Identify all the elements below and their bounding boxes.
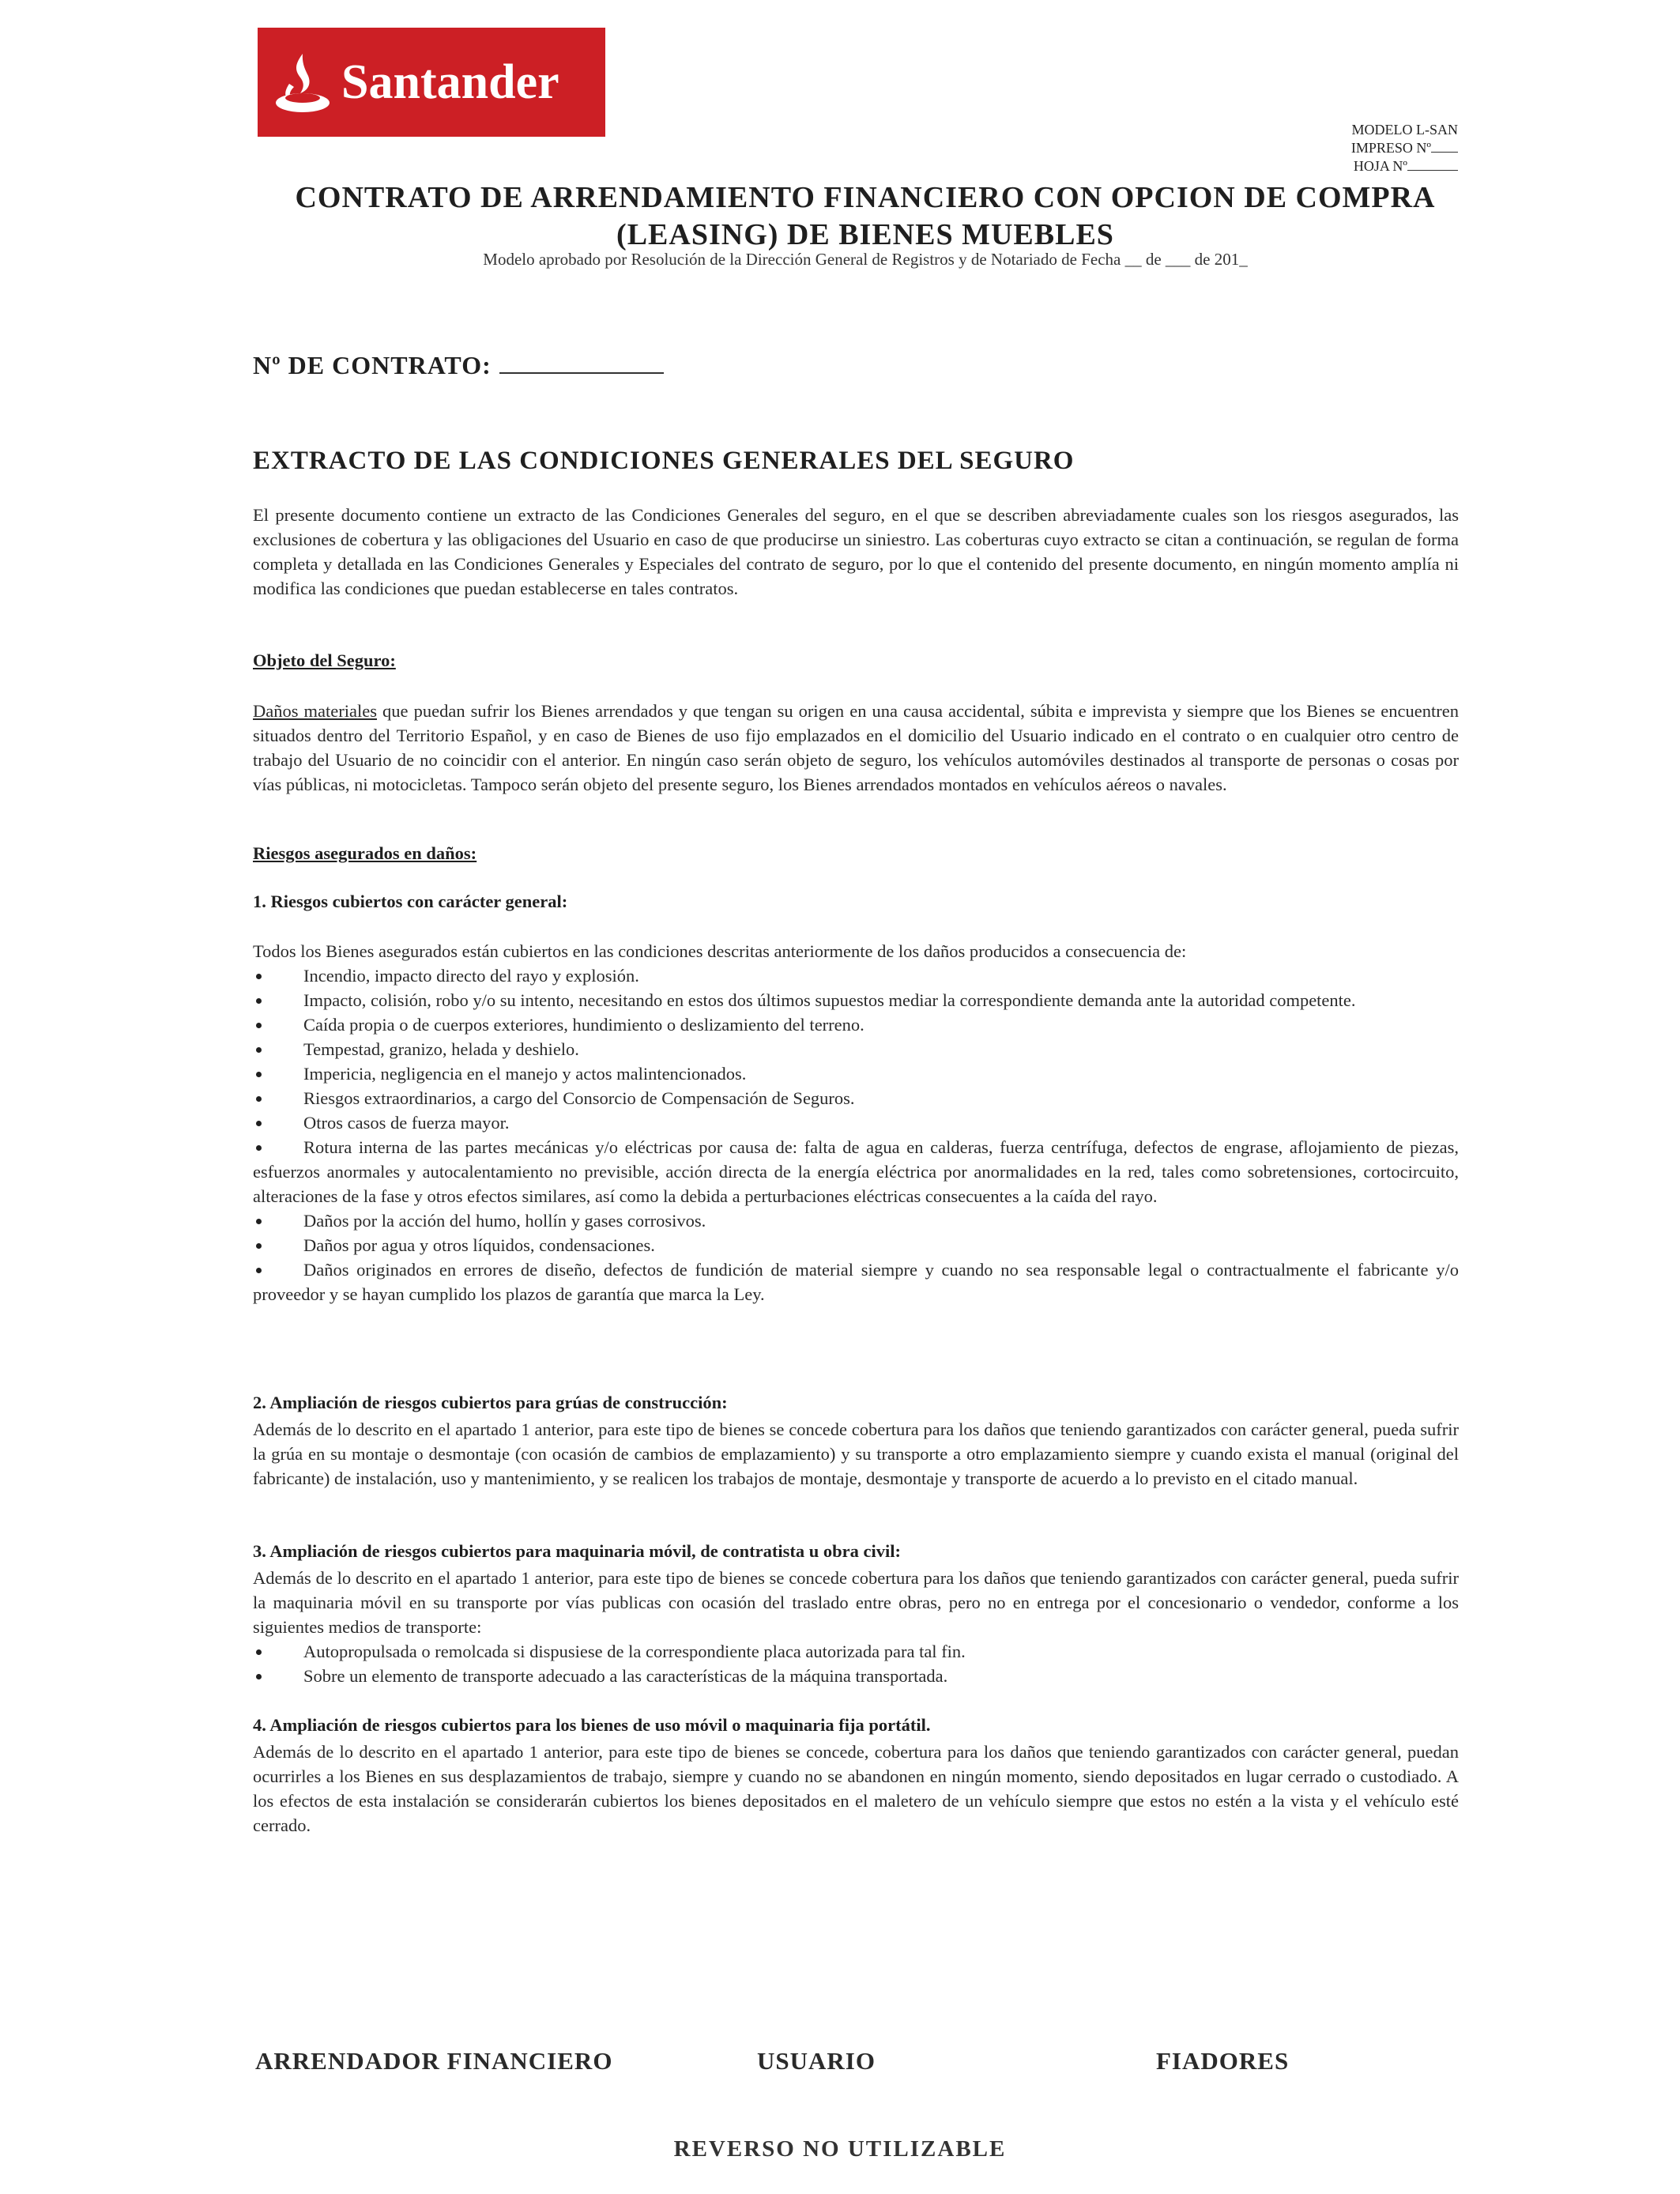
bullet-icon [256,1243,262,1249]
riesgos-heading: Riesgos asegurados en daños: [253,843,477,863]
section-1-intro: Todos los Bienes asegurados están cubiertos en las condiciones descritas anteriormente de los daños producidos a consecuencia de: [253,941,1187,961]
list-item: Riesgos extraordinarios, a cargo del Consorcio de Compensación de Seguros. [253,1086,1459,1110]
section-3-body [253,1566,1459,1688]
contract-number-blank [499,352,664,374]
list-item: Caída propia o de cuerpos exteriores, hundimiento o deslizamiento del terreno. [253,1012,1459,1037]
bullet-icon [256,1268,262,1273]
bullet-icon [256,1145,262,1151]
bullet-icon [256,1047,262,1053]
sheet-number-label: HOJA Nº [1353,158,1407,174]
section-3-heading: 3. Ampliación de riesgos cubiertos para maquinaria móvil, de contratista u obra civil: [253,1541,901,1561]
santander-logo [258,28,605,137]
section-4-heading: 4. Ampliación de riesgos cubiertos para los bienes de uso móvil o maquinaria fija portátil. [253,1715,931,1735]
bullet-icon [256,1096,262,1102]
bullet-icon [256,974,262,979]
section-title: EXTRACTO DE LAS CONDICIONES GENERALES DEL SEGURO [253,447,1075,475]
list-item: Daños por agua y otros líquidos, condensaciones. [253,1233,1459,1257]
list-item: Impericia, negligencia en el manejo y actos malintencionados. [253,1061,1459,1086]
title-line-2: (LEASING) DE BIENES MUEBLES [616,218,1114,251]
signature-arrendador: ARRENDADOR FINANCIERO [255,2047,613,2075]
objeto-heading: Objeto del Seguro: [253,650,396,670]
bullet-icon [256,998,262,1004]
list-item: Rotura interna de las partes mecánicas y/o eléctricas por causa de: falta de agua en calderas, fuerza centrífuga, defectos de engrase, aflojamiento de piezas, esfuerzos anormales y autocalentamiento no previsible, acción directa de la energía eléctrica por anormalidades en la red, tales como sobretensiones, cortocircuito, alteraciones de la fase y otros efectos similares, así como la debida a perturbaciones eléctricas consecuentes a la caída del rayo. [253,1137,1459,1206]
title-line-1: CONTRATO DE ARRENDAMIENTO FINANCIERO CON OPCION DE COMPRA [295,181,1436,214]
bullet-icon [256,1219,262,1224]
printed-number-label: IMPRESO Nº [1350,140,1431,156]
flame-icon [272,51,333,114]
model-reference [1328,121,1458,175]
list-item: Otros casos de fuerza mayor. [253,1110,1459,1135]
document-title [261,179,1470,254]
brand-name: Santander [341,55,559,109]
intro-paragraph: El presente documento contiene un extracto de las Condiciones Generales del seguro, en el que se describen abreviadamente cuales son los riesgos asegurados, las exclusiones de cobertura y las obligaciones del Usuario en caso de que producirse un siniestro. Las coberturas cuyo extracto se citan a continuación, se regulan de forma completa y detallada en las Condiciones Generales y Especiales del contrato de seguro, por lo que el contenido del presente documento, en ningún momento amplía ni modifica las condiciones que puedan establecerse en tales contratos. [253,505,1459,598]
bullet-icon [256,1121,262,1126]
sheet-number-blank [1407,157,1458,171]
list-item: Autopropulsada o remolcada si dispusiese de la correspondiente placa autorizada para tal fin. [253,1639,1459,1664]
list-item: Tempestad, granizo, helada y deshielo. [253,1037,1459,1061]
list-item: Daños por la acción del humo, hollín y gases corrosivos. [253,1208,1459,1233]
bullet-icon [256,1649,262,1655]
objeto-paragraph [253,699,1459,797]
section-3-paragraph: Además de lo descrito en el apartado 1 anterior, para este tipo de bienes se concede cobertura para los daños que teniendo garantizados con carácter general, pueda sufrir la maquinaria móvil en su transporte por vías publicas con ocasión del traslado entre obras, pero no en entrega por el concesionario o vendedor, conforme a los siguientes medios de transporte: [253,1568,1459,1637]
list-item: Daños originados en errores de diseño, defectos de fundición de material siempre y cuando no sea responsable legal o contractualmente el fabricante y/o proveedor y se hayan cumplido los plazos de garantía que marca la Ley. [253,1260,1459,1304]
footer-note: REVERSO NO UTILIZABLE [673,2136,1007,2162]
signature-usuario: USUARIO [757,2047,876,2075]
model-code: MODELO L-SAN [1351,122,1458,138]
document-subtitle: Modelo aprobado por Resolución de la Dirección General de Registros y de Notariado de Fecha __ de ___ de 201_ [483,250,1248,269]
section-4-paragraph: Además de lo descrito en el apartado 1 anterior, para este tipo de bienes se concede, cobertura para los daños que teniendo garantizados con carácter general, puedan ocurrirles a los Bienes en sus desplazamientos de trabajo, siempre y cuando no se abandonen en ningún momento, siendo depositados en lugar cerrado o custodiado. A los efectos de esta instalación se considerarán cubiertos los bienes depositados en el maletero de un vehículo siempre que estos no estén a la vista y el vehículo esté cerrado. [253,1742,1459,1835]
contract-number-label: Nº DE CONTRATO: [253,351,492,379]
list-item: Incendio, impacto directo del rayo y explosión. [253,963,1459,988]
signature-fiadores: FIADORES [1156,2047,1290,2075]
list-item: Impacto, colisión, robo y/o su intento, necesitando en estos dos últimos supuestos mediar la correspondiente demanda ante la autoridad competente. [253,988,1459,1012]
objeto-lead: Daños materiales [253,701,377,721]
section-2-paragraph: Además de lo descrito en el apartado 1 anterior, para este tipo de bienes se concede cobertura para los daños que teniendo garantizados con carácter general, pueda sufrir la grúa en su montaje o desmontaje (con ocasión de cambios de emplazamiento) y su transporte a otro emplazamiento siempre y cuando exista el manual (original del fabricante) de instalación, uso y mantenimiento, y se realicen los trabajos de montaje, desmontaje y transporte de acuerdo a lo previsto en el citado manual. [253,1419,1459,1488]
section-1-body [253,939,1459,1306]
section-1-list [253,963,1459,1306]
bullet-icon [256,1072,262,1077]
contract-number-field [253,351,664,380]
section-2-heading: 2. Ampliación de riesgos cubiertos para grúas de construcción: [253,1393,728,1412]
list-item: Sobre un elemento de transporte adecuado a las características de la máquina transportada. [253,1664,1459,1688]
bullet-icon [256,1674,262,1679]
printed-number-blank [1431,139,1458,153]
section-3-list [253,1639,1459,1688]
bullet-icon [256,1023,262,1028]
section-1-heading: 1. Riesgos cubiertos con carácter general: [253,892,568,911]
objeto-text: que puedan sufrir los Bienes arrendados y que tengan su origen en una causa accidental, súbita e imprevista y siempre que los Bienes se encuentren situados dentro del Territorio Español, y en caso de Bienes de uso fijo emplazados en el domicilio del Usuario indicado en el contrato o en cualquier otro centro de trabajo del Usuario de no coincidir con el anterior. En ningún caso serán objeto de seguro, los vehículos automóviles destinados al transporte de personas o cosas por vías públicas, ni motocicletas. Tampoco serán objeto del presente seguro, los Bienes arrendados montados en vehículos aéreos o navales. [253,701,1459,794]
